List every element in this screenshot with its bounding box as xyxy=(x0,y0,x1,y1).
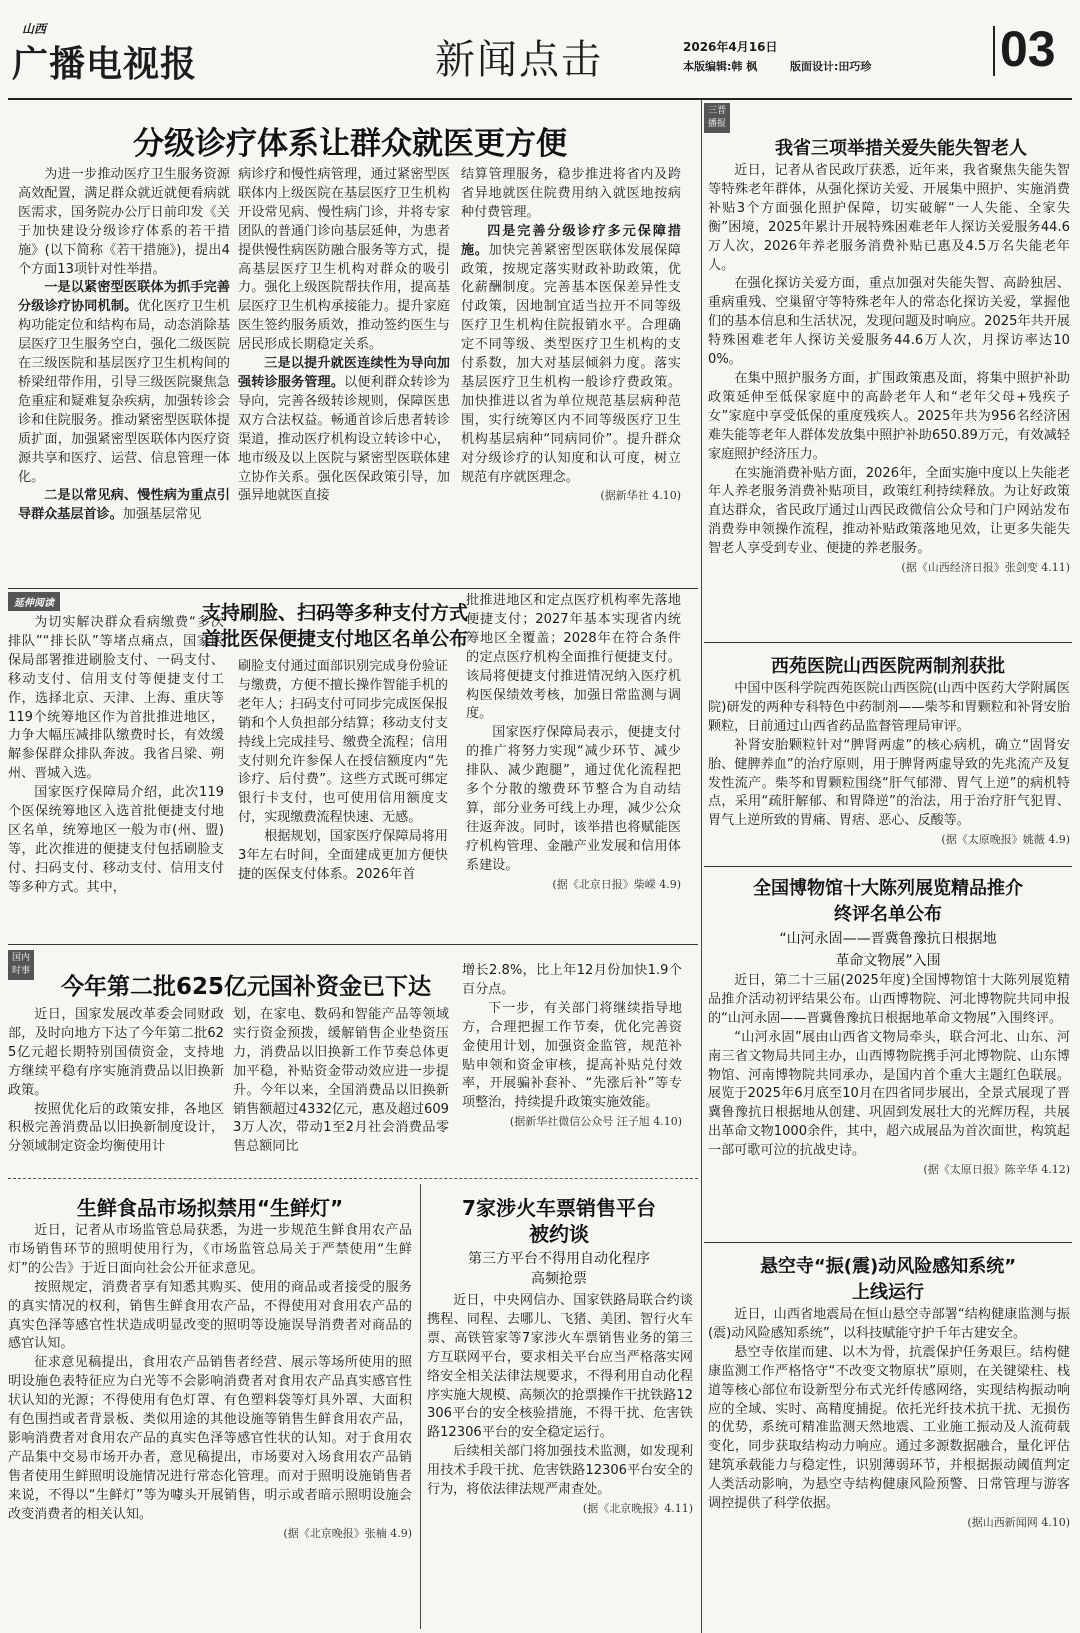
body-text: 近日，第二十三届(2025年度)全国博物馆十大陈列展览精品推介活动初评结果公布。山西博物院、河北博物院共同申报的“山河永固——晋冀鲁豫抗日根据地革命文物展”入围终评。 “山河永固”展由山西省文物局牵头，联合河北、山东、河南三省文物局共同主办，山西博物院携手河北博物院、山东博物馆、河南博物院共同承办，是国内首个重大主题红色联展。展览于2025年6月底至10月在四省同步展出，全景式展现了晋冀鲁豫抗日根据地从创建、巩固到发展壮大的光辉历程，共展出革命文物1000余件，其中，超六成展品为首次面世，构筑起一部可歌可泣的抗战史诗。 (据《太原日报》陈辛华 4.12) xyxy=(708,972,1070,1234)
page-number: 03 xyxy=(1000,21,1056,77)
headline-line-2: 终评名单公布 xyxy=(834,904,942,925)
article-graded-diagnosis xyxy=(0,100,700,585)
body-text: 近日，山西省地震局在恒山悬空寺部署“结构健康监测与振(震)动风险感知系统”，以科技赋能守护千年古建安全。 悬空寺依崖而建、以木为骨，抗震保护任务艰巨。结构健康监测工作严格恪守“不改变文物原状”原则，在关键梁柱、栈道等核心部位布设新型分布式光纤传感网络，实现结构振动响应的全域、实时、高精度捕捉。依托光纤技术抗干扰、无损伤的优势，系统可精准监测天然地震、工业施工振动及人流荷载变化，同步获取结构动力响应。通过多源数据融合，量化评估建筑承载能力与稳定性，识别薄弱环节，并根据振动阈值判定人类活动影响，为悬空寺结构健康风险预警、日常管理与游客调控提供了科学依据。 (据山西新闻网 4.10) xyxy=(708,1306,1070,1630)
headline: 分级诊疗体系让群众就医更方便 xyxy=(133,126,567,162)
section-tag: 国内 时事 xyxy=(8,950,34,980)
source-credit: (据《太原晚报》姚薇 4.9) xyxy=(941,833,1070,847)
article-fresh-food-lights xyxy=(0,1180,420,1633)
body-text: 中国中医科学院西苑医院山西医院(山西中医药大学附属医院)研发的两种专科特色中药制剂——柴芩和胃颗粒和补肾安胎颗粒，日前通过山西省药品监督管理局审评。 补肾安胎颗粒针对“脾肾两虚”的核心病机，确立“固肾安胎、健脾养血”的治疗原则，用于脾肾两虚导致的先兆流产及复发性流产。柴芩和胃颗粒围绕“肝气郁滞、胃气上逆”的病机特点，采用“疏肝解郁、和胃降逆”的治法，用于治疗肝气犯胃、胃气上逆所致的胃痛、胃痞、恶心、反酸等。 (据《太原晚报》姚薇 4.9) xyxy=(708,680,1070,862)
newspaper-name: 广播电视报 xyxy=(12,43,198,85)
column-2: 病诊疗和慢性病管理，通过紧密型医联体内上级医院在基层医疗卫生机构开设常见病、慢性病门诊，并将专家团队的普通门诊向基层延伸，为患者提供慢性病医防融合服务等方式，提高基层医疗卫生机构对群众的吸引力。强化上级医院帮扶作用，提高基层医疗卫生机构承接能力。提升家庭医生签约服务质效，推动签约医生与居民形成长期稳定关系。 三是以提升就医连续性为导向加强转诊服务管理。以便利群众转诊为导向，完善各级转诊规则，保障医患双方合法权益。畅通首诊后患者转诊渠道，推动医疗机构设立转诊中心，地市级及以上医院与紧密型医联体建立协作关系。强化医保政策引导，加强异地就医直接 xyxy=(238,167,450,504)
rule xyxy=(704,866,1072,867)
source-credit: (据《北京晚报》4.11) xyxy=(582,1501,693,1515)
column-1: 为切实解决群众看病缴费“多次排队”“排长队”等堵点痛点，国家医保局部署推进刷脸支付、一码支付、移动支付、信用支付等便捷支付工作，选择北京、天津、上海、重庆等119个统筹地区作为首批推进地区，力争大幅压减排队缴费时长，有效缓解参保群众排队奔波。我省吕梁、朔州、晋城入选。 国家医疗保障局介绍，此次119个医保统筹地区入选首批便捷支付地区名单，统筹地区一般为市(州、盟)等，此次推进的便捷支付包括刷脸支付、扫码支付、移动支付、信用支付等多种方式。其中， xyxy=(8,615,224,895)
headline-line-1: 全国博物馆十大陈列展览精品推介 xyxy=(753,878,1023,899)
section-title: 新闻点击 xyxy=(435,37,603,83)
article-xiyuan-hospital xyxy=(702,644,1080,864)
masthead-region: 山西 xyxy=(22,22,47,36)
source-credit: (据《太原日报》陈辛华 4.12) xyxy=(923,1163,1070,1177)
column-2: 刷脸支付通过面部识别完成身份验证与缴费，方便不擅长操作智能手机的老年人；扫码支付可同步完成医保报销和个人负担部分结算；移动支付支持线上完成挂号、缴费全流程；信用支付则允许参保人在授信额度内“先诊疗、后付费”。这些方式既可绑定银行卡支付，也可使用信用额度支付，实现缴费流程快速、无感。 根据规划，国家医疗保障局将用3年左右时间，全面建成更加方便快捷的医保支付体系。2026年首 xyxy=(238,659,448,882)
source-credit: (据《北京日报》柴嵘 4.9) xyxy=(552,877,681,891)
column-3: 增长2.8%，比上年12月份加快1.9个百分点。 下一步，有关部门将继续指导地方，合理把握工作节奏，优化完善资金使用计划，加强资金监管，规范补贴申领和资金审核，提高补贴兑付效率，开展骗补套补、“先涨后补”等专项整治，持续提升政策实施效能。 (据新华社微信公众号 汪子旭 4.10) xyxy=(462,962,682,1172)
page-designer: 版面设计:田巧珍 xyxy=(790,60,872,73)
headline-line-1: 7家涉火车票销售平台 xyxy=(462,1196,656,1220)
headline: 今年第二批625亿元国补资金已下达 xyxy=(60,974,431,1000)
subheadline-line-2: 革命文物展”入围 xyxy=(835,953,941,969)
subheadline-line-1: 第三方平台不得用自动化程序 xyxy=(468,1251,650,1267)
body-text: 近日，中央网信办、国家铁路局联合约谈携程、同程、去哪儿、飞猪、美团、智行火车票、高铁管家等7家涉火车票销售业务的第三方互联网平台，要求相关平台应当严格落实网络安全相关法律法规要求，不得利用自动化程序实施大规模、高频次的抢票操作干扰铁路12306平台的安全核验措施，不得干扰、危害铁路12306平台的安全稳定运行。 后续相关部门将加强技术监测，如发现利用技术手段干扰、危害铁路12306平台安全的行为，将依法律法规严肃查处。 (据《北京晚报》4.11) xyxy=(427,1292,693,1630)
source-credit: (据新华社微信公众号 汪子旭 4.10) xyxy=(509,1115,682,1129)
article-medical-payment xyxy=(0,590,700,940)
masthead xyxy=(0,0,1080,110)
sidebar-tag: 延伸阅读 xyxy=(8,592,60,611)
source-credit: (据《山西经济日报》张剑变 4.11) xyxy=(901,561,1070,575)
article-elderly-care xyxy=(702,100,1080,640)
source-credit: (据山西新闻网 4.10) xyxy=(967,1515,1070,1529)
source-credit: (据《北京晚报》张楠 4.9) xyxy=(283,1526,412,1540)
column-3: 结算管理服务，稳步推进将省内及跨省异地就医住院费用纳入就医地按病种付费管理。 四是完善分级诊疗多元保障措施。加快完善紧密型医联体发展保障政策，按规定落实财政补助政策，优化薪酬制度。完善基本医保差异性支付政策，因地制宜适当拉开不同等级医疗卫生机构住院报销水平。合理确定不同等级、类型医疗卫生机构的支付系数，加大对基层倾斜力度。落实基层医疗卫生机构一般诊疗费政策。加快推进以省为单位规范基层病种范围，实行统筹区内不同等级医疗卫生机构基层病种“同病同价”。提升群众对分级诊疗的认知度和认可度，树立规范有序就医理念。 (据新华社 4.10) xyxy=(461,166,681,576)
article-subsidy-funds xyxy=(0,946,700,1174)
subheadline-line-1: “山河永固——晋冀鲁豫抗日根据地 xyxy=(779,931,997,947)
body-text: 近日，记者从市场监管总局获悉，为进一步规范生鲜食用农产品市场销售环节的照明使用行为，《市场监管总局关于严禁使用“生鲜灯”的公告》于近日面向社会公开征求意见。 按照规定，消费者享有知悉其购买、使用的商品或者接受的服务的真实情况的权利，销售生鲜食用农产品，不得使用对食用农产品的真实色泽等感官性状造成明显改变的照明等设施误导消费者对商品的感官认知。 征求意见稿提出，食用农产品销售者经营、展示等场所使用的照明设施色表特征应为白光等不会影响消费者对食用农产品真实感官性状认知的光源；不得使用有色灯罩、有色塑料袋等灯具外罩、大面积有色围挡或者背景板、类似用途的其他设施等销售生鲜食用农产品，影响消费者对食用农产品的真实色泽等感官性状的认知。对于食用农产品集中交易市场开办者，意见稿提出，市场要对入场食用农产品销售者使用生鲜照明设施情况进行常态化管理。而对于照明设施销售者来说，不得以“生鲜灯”等为噱头开展销售，明示或者暗示照明设施会改变消费者的相关认知。 (据《北京晚报》张楠 4.9) xyxy=(8,1222,412,1627)
page-editor: 本版编辑:韩 枫 xyxy=(683,60,758,73)
headline-line-2: 被约谈 xyxy=(529,1222,589,1246)
headline-line-2: 上线运行 xyxy=(852,1282,924,1303)
headline-line-2: 首批医保便捷支付地区名单公布 xyxy=(201,628,468,650)
column-1: 近日，国家发展改革委会同财政部，及时向地方下达了今年第二批625亿元超长期特别国债资金，支持地方继续平稳有序实施消费品以旧换新政策。 按照优化后的政策安排，各地区积极完善消费品以旧换新制度设计，分领域制定资金均衡使用计 xyxy=(8,1007,224,1155)
article-train-ticket-platforms xyxy=(421,1180,701,1633)
article-museum-exhibition xyxy=(702,868,1080,1238)
issue-date: 2026年4月16日 xyxy=(683,40,778,54)
rule xyxy=(704,1242,1072,1243)
headline: 生鲜食品市场拟禁用“生鲜灯” xyxy=(76,1196,344,1220)
headline-line-1: 支持刷脸、扫码等多种支付方式 xyxy=(201,602,468,624)
headline: 我省三项举措关爱失能失智老人 xyxy=(775,138,1027,159)
subheadline-line-2: 高频抢票 xyxy=(531,1271,587,1287)
column-2: 划，在家电、数码和智能产品等领域实行资金预拨，缓解销售企业垫资压力，消费品以旧换新工作节奏总体更加平稳，补贴资金带动效应进一步提升。今年以来，全国消费品以旧换新销售额超过4332亿元，惠及超过6093万人次，带动1至2月社会消费品零售总额同比 xyxy=(233,1007,449,1155)
rule xyxy=(704,642,1072,643)
rule xyxy=(8,588,698,589)
column-3: 批推进地区和定点医疗机构率先落地便捷支付；2027年基本实现省内统筹地区全覆盖；2028年在符合条件的定点医疗机构全面推行便捷支付。该局将便捷支付推进情况纳入医疗机构医保绩效考核，加强日常监测与调度。 国家医疗保障局表示，便捷支付的推广将努力实现“减少环节、减少排队、减少跑腿”，通过优化流程把多个分散的缴费环节整合为自动结算，部分业务可线上办理，减少公众往返奔波。同时，该举措也将赋能医疗机构管理、金融产业发展和信用体系建设。 (据《北京日报》柴嵘 4.9) xyxy=(466,592,681,936)
headline: 西苑医院山西医院两制剂获批 xyxy=(771,656,1005,677)
rule xyxy=(8,1178,698,1179)
page-number-divider xyxy=(993,26,995,76)
rule xyxy=(8,944,698,945)
headline-line-1: 悬空寺“振(震)动风险感知系统” xyxy=(759,1256,1017,1277)
source-credit: (据新华社 4.10) xyxy=(600,489,681,503)
article-hanging-temple xyxy=(702,1244,1080,1633)
column-1: 为进一步推动医疗卫生服务资源高效配置，满足群众就近就便看病就医需求，国务院办公厅日前印发《关于加快建设分级诊疗体系的若干措施》(以下简称《若干措施》)，提出4个方面13项针对性举措。 一是以紧密型医联体为抓手完善分级诊疗协同机制。优化医疗卫生机构功能定位和结构布局，动态消除基层医疗卫生服务空白，强化二级医院在三级医院和基层医疗卫生机构间的桥梁纽带作用，引导三级医院聚焦急危重症和疑难复杂疾病，加强转诊会诊和住院服务。推动紧密型医联体提质扩面，加强紧密型医联体内医疗资源共享和医疗、运营、信息管理一体化。 二是以常见病、慢性病为重点引导群众基层首诊。加强基层常见 xyxy=(18,167,230,523)
section-tag: 三晋 播报 xyxy=(704,103,730,133)
body-text: 近日，记者从省民政厅获悉，近年来，我省聚焦失能失智等特殊老年群体，从强化探访关爱、开展集中照护、实施消费补贴3个方面强化照护保障，切实破解“一人失能、全家失衡”困境，2025年累计开展特殊困难老年人探访关爱服务44.6万人次，2026年养老服务消费补贴已惠及4.5万名失能老年人。 在强化探访关爱方面，重点加强对失能失智、高龄独居、重病重残、空巢留守等特殊老年人的常态化探访关爱，掌握他们的基本信息和生活状况，发现问题及时响应。2025年共开展特殊困难老年人探访关爱服务44.6万人次，月探访率达100%。 在集中照护服务方面，扩围政策惠及面，将集中照护补助政策延伸至低保家庭中的高龄老年人和“老年父母+残疾子女”家庭中享受低保的重度残疾人。2025年共为956名经济困难失能等老年人群体发放集中照护补助650.89万元，有效减轻家庭照护经济压力。 在实施消费补贴方面，2026年，全面实施中度以上失能老年人养老服务消费补贴项目，政策红利持续释放。为让好政策直达群众，省民政厅通过山西民政微信公众号和门户网站发布消费券申领操作流程，推动补贴政策落地见效，让更多失能失智老人享受到专业、便捷的养老服务。 (据《山西经济日报》张剑变 4.11) xyxy=(708,162,1070,638)
